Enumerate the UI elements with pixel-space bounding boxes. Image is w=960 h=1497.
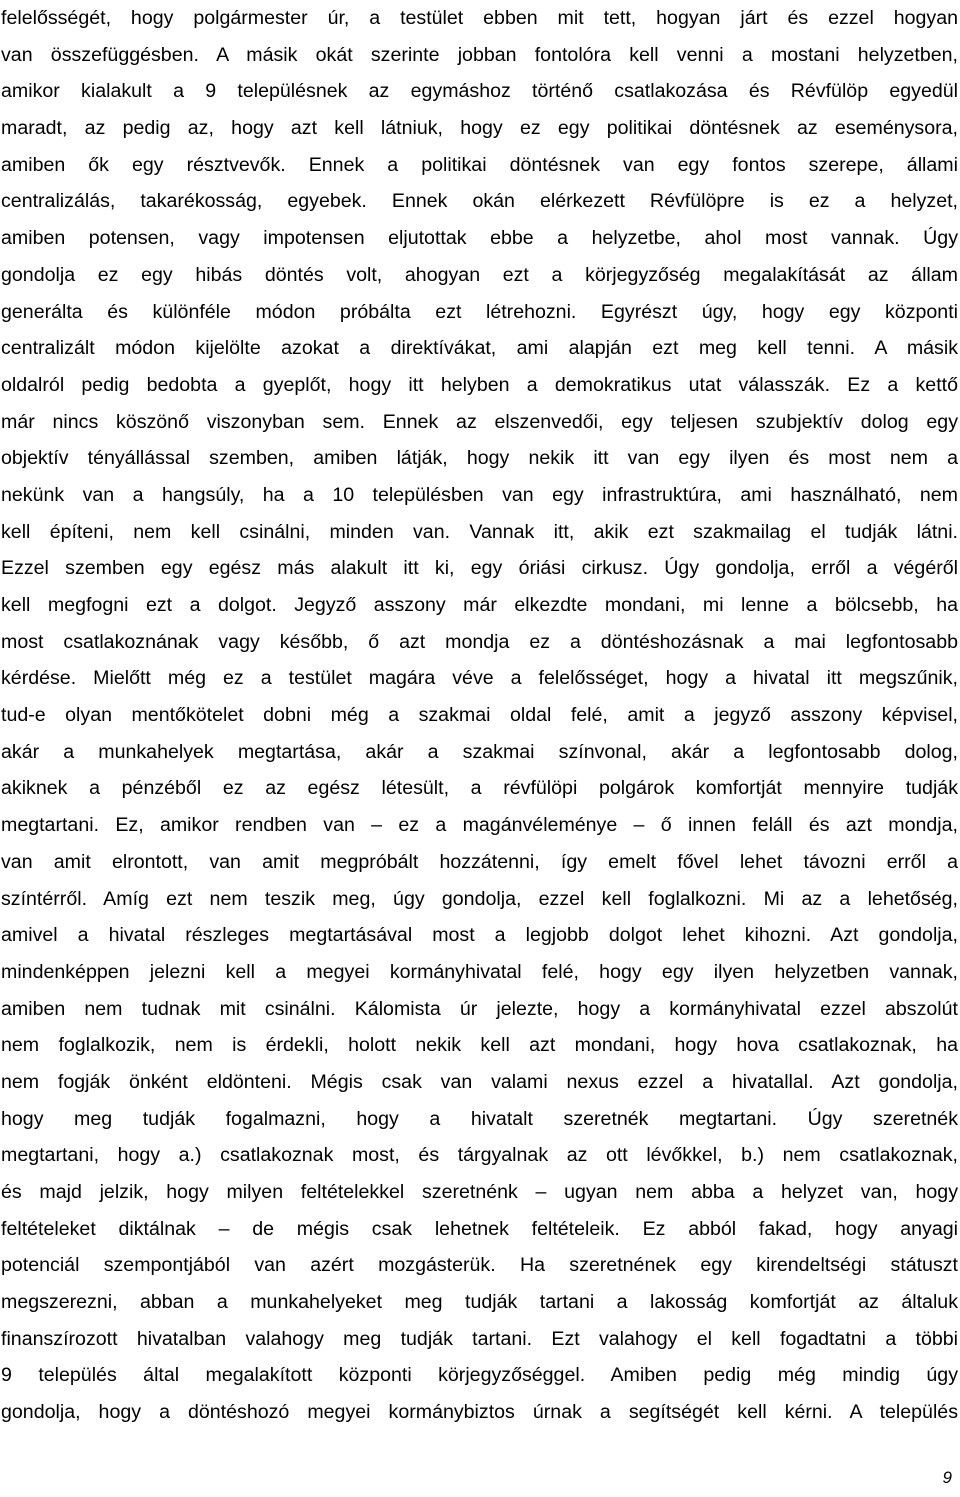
text-line: amivel a hivatal részleges megtartásával most a legjobb dolgot lehet kihozni. Azt gondolja, (1, 924, 958, 947)
text-line: akiknek a pénzéből ez az egész létesült, a révfülöpi polgárok komfortját mennyire tudják (1, 777, 958, 800)
text-line: nem fogják önként eldönteni. Mégis csak van valami nexus ezzel a hivatallal. Azt gondolja, (1, 1070, 958, 1093)
text-line: van összefüggésben. A másik okát szerinte jobban fontolóra kell venni a mostani helyzetben, (1, 43, 958, 66)
text-line: kérdése. Mielőtt még ez a testület magára véve a felelősséget, hogy a hivatal itt megszűnik, (1, 667, 958, 690)
text-line: maradt, az pedig az, hogy azt kell látniuk, hogy ez egy politikai döntésnek az eseménysora, (1, 117, 958, 140)
text-line: tud-e olyan mentőkötelet dobni még a szakmai oldal felé, amit a jegyző asszony képvisel, (1, 704, 958, 727)
text-line: finanszírozott hivatalban valahogy meg tudják tartani. Ezt valahogy el kell fogadtatni a többi (1, 1327, 958, 1350)
text-line: amiben nem tudnak mit csinálni. Kálomista úr jelezte, hogy a kormányhivatal ezzel abszolút (1, 997, 958, 1020)
text-line: Ezzel szemben egy egész más alakult itt ki, egy óriási cirkusz. Úgy gondolja, erről a végéről (1, 557, 958, 580)
text-line: kell építeni, nem kell csinálni, minden van. Vannak itt, akik ezt szakmailag el tudják látni. (1, 520, 958, 543)
text-line: megszerezni, abban a munkahelyeket meg tudják tartani a lakosság komfortját az általuk (1, 1291, 958, 1314)
text-line: megtartani, hogy a.) csatlakoznak most, és tárgyalnak az ott lévőkkel, b.) nem csatlakoznak, (1, 1144, 958, 1167)
text-line: és majd jelzik, hogy milyen feltételekkel szeretnénk – ugyan nem abba a helyzet van, hogy (1, 1181, 958, 1203)
text-line: nem foglalkozik, nem is érdekli, holott nekik kell azt mondani, hogy hova csatlakoznak, ha (1, 1034, 958, 1057)
text-line: amiben ők egy résztvevők. Ennek a politikai döntésnek van egy fontos szerepe, állami (1, 153, 958, 176)
text-line: amikor kialakult a 9 településnek az egymáshoz történő csatlakozása és Révfülöp egyedül (1, 80, 958, 103)
page-number: 9 (942, 1468, 952, 1487)
text-line: akár a munkahelyek megtartása, akár a szakmai színvonal, akár a legfontosabb dolog, (1, 740, 958, 763)
text-line: színtérről. Amíg ezt nem teszik meg, úgy gondolja, ezzel kell foglalkozni. Mi az a lehetőség, (1, 887, 958, 910)
text-line: gondolja, hogy a döntéshozó megyei kormánybiztos úrnak a segítségét kell kérni. A település (1, 1401, 958, 1424)
text-line: felelősségét, hogy polgármester úr, a testület ebben mit tett, hogyan járt és ezzel hogyan (1, 7, 958, 29)
text-line: kell megfogni ezt a dolgot. Jegyző asszony már elkezdte mondani, mi lenne a bölcsebb, ha (1, 594, 958, 616)
text-line: centralizálás, takarékosság, egyebek. Ennek okán elérkezett Révfülöpre is ez a helyzet, (1, 190, 958, 213)
text-line: 9 település által megalakított központi körjegyzőséggel. Amiben pedig még mindig úgy (1, 1364, 958, 1387)
body-text (1, 0, 958, 1431)
text-line: van amit elrontott, van amit megpróbált hozzátenni, így emelt fővel lehet távozni erről a (1, 850, 958, 873)
text-line: megtartani. Ez, amikor rendben van – ez a magánvéleménye – ő innen feláll és azt mondja, (1, 814, 958, 837)
text-line: oldalról pedig bedobta a gyeplőt, hogy itt helyben a demokratikus utat válasszák. Ez a kettő (1, 373, 958, 396)
text-line: nekünk van a hangsúly, ha a 10 településben van egy infrastruktúra, ami használható, nem (1, 483, 958, 506)
text-line: amiben potensen, vagy impotensen eljutottak ebbe a helyzetbe, ahol most vannak. Úgy (1, 227, 958, 250)
text-line: centralizált módon kijelölte azokat a direktívákat, ami alapján ezt meg kell tenni. A másik (1, 337, 958, 360)
text-line: mindenképpen jelezni kell a megyei kormányhivatal felé, hogy egy ilyen helyzetben vannak, (1, 960, 958, 983)
text-line: gondolja ez egy hibás döntés volt, ahogyan ezt a körjegyzőség megalakítását az állam (1, 263, 958, 286)
text-line: objektív tényállással szemben, amiben látják, hogy nekik itt van egy ilyen és most nem a (1, 447, 958, 470)
text-line: potenciál szempontjából van azért mozgásterük. Ha szeretnének egy kirendeltségi státuszt (1, 1254, 958, 1277)
text-line: feltételeket diktálnak – de mégis csak lehetnek feltételeik. Ez abból fakad, hogy anyagi (1, 1217, 958, 1240)
text-line: most csatlakoznának vagy később, ő azt mondja ez a döntéshozásnak a mai legfontosabb (1, 630, 958, 653)
text-line: hogy meg tudják fogalmazni, hogy a hivatalt szeretnék megtartani. Úgy szeretnék (1, 1107, 958, 1130)
text-line: már nincs köszönő viszonyban sem. Ennek az elszenvedői, egy teljesen szubjektív dolog egy (1, 410, 958, 433)
text-line: generálta és különféle módon próbálta ezt létrehozni. Egyrészt úgy, hogy egy központi (1, 300, 958, 323)
